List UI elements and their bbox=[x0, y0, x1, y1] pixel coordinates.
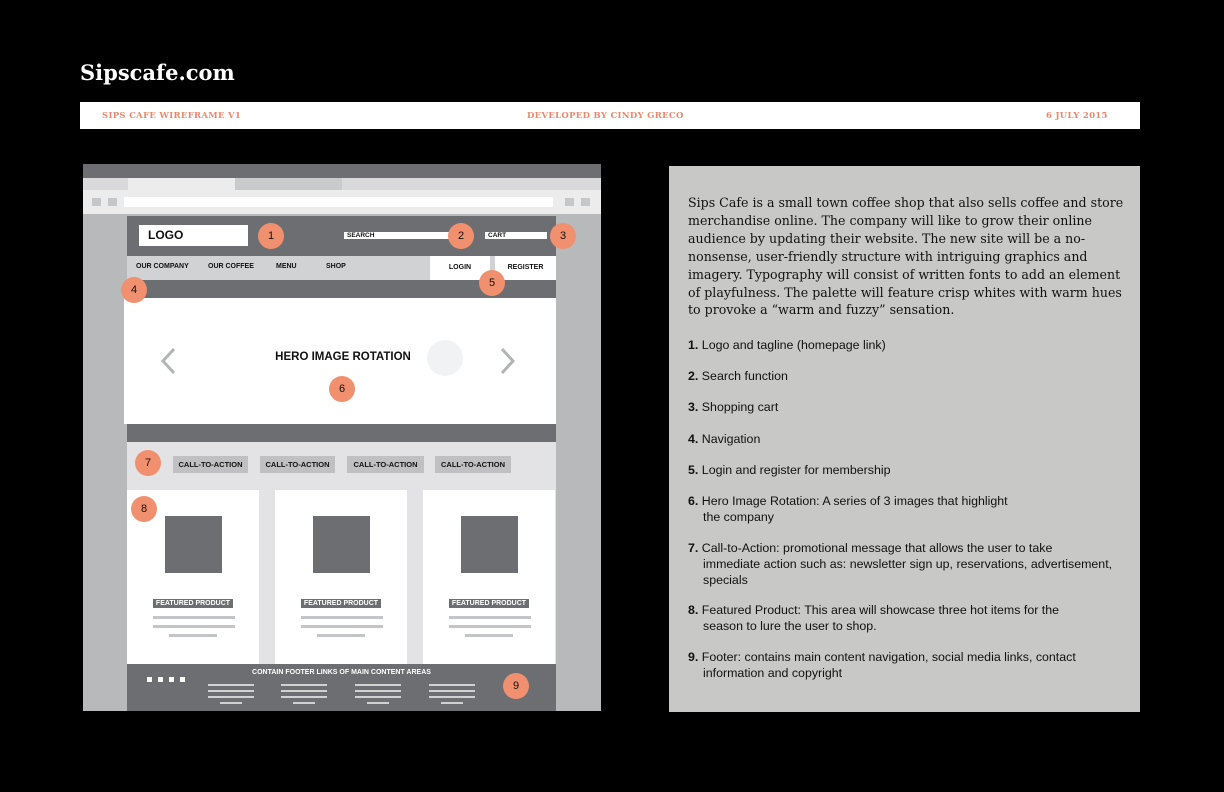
marker-9: 9 bbox=[503, 673, 529, 699]
register-button-mock: REGISTER bbox=[495, 256, 556, 280]
marker-2: 2 bbox=[448, 223, 474, 249]
marker-6: 6 bbox=[329, 376, 355, 402]
wireframe-mockup bbox=[83, 164, 601, 711]
project-description: Sips Cafe is a small town coffee shop that also sells coffee and store merchandise online. The company will like to grow their online audience by updating their website. The new site will be a no-nonsense, user-friendly structure with intriguing graphics and imagery. Typography will consist of written fonts to add an element of playfulness. The palette will feature crisp whites with warm hues to provoke a “warm and fuzzy” sensation. bbox=[688, 195, 1124, 318]
product-image bbox=[313, 516, 370, 573]
legend-item: 1. Logo and tagline (homepage link) bbox=[688, 338, 886, 352]
text-line bbox=[153, 616, 235, 619]
marker-3: 3 bbox=[550, 223, 576, 249]
nav-item-our-company: OUR COMPANY bbox=[136, 263, 189, 270]
marker-7: 7 bbox=[135, 450, 161, 476]
text-line bbox=[449, 625, 531, 628]
cta-mock-2: CALL-TO-ACTION bbox=[260, 456, 335, 473]
footer-link-group bbox=[429, 684, 475, 704]
text-line bbox=[465, 634, 513, 637]
social-icon bbox=[158, 677, 163, 682]
text-line bbox=[449, 616, 531, 619]
footer-link-group bbox=[355, 684, 401, 704]
legend-item: 7. Call-to-Action: promotional message that allows the user to take immediate action such as: newsletter sign up, reservations, advertisement, specials bbox=[688, 541, 1113, 587]
product-image bbox=[461, 516, 518, 573]
text-line bbox=[153, 625, 235, 628]
strip-date: 6 JULY 2015 bbox=[1046, 111, 1108, 121]
nav-item-shop: SHOP bbox=[326, 263, 346, 270]
login-button-mock: LOGIN bbox=[430, 256, 490, 280]
legend-item: 6. Hero Image Rotation: A series of 3 images that highlight the company bbox=[688, 494, 1008, 524]
cta-mock-4: CALL-TO-ACTION bbox=[435, 456, 511, 473]
cta-mock-1: CALL-TO-ACTION bbox=[173, 456, 248, 473]
site-title: Sipscafe.com bbox=[80, 60, 235, 85]
product-image bbox=[165, 516, 222, 573]
featured-label: FEATURED PRODUCT bbox=[153, 599, 233, 608]
logo-box: LOGO bbox=[139, 225, 248, 246]
featured-label: FEATURED PRODUCT bbox=[449, 599, 529, 608]
hero-label: HERO IMAGE ROTATION bbox=[275, 351, 411, 363]
cta-mock-3: CALL-TO-ACTION bbox=[347, 456, 424, 473]
text-line bbox=[169, 634, 217, 637]
legend-item: 4. Navigation bbox=[688, 432, 761, 446]
nav-item-menu: MENU bbox=[276, 263, 297, 270]
browser-action-icon bbox=[565, 198, 574, 206]
footer-link-group bbox=[208, 684, 254, 704]
browser-tab bbox=[235, 178, 342, 190]
chevron-right-icon bbox=[499, 347, 517, 375]
legend-item: 3. Shopping cart bbox=[688, 400, 779, 414]
legend-item: 8. Featured Product: This area will showcase three hot items for the season to lure the user to shop. bbox=[688, 603, 1060, 633]
marker-8: 8 bbox=[131, 496, 157, 522]
social-icon bbox=[180, 677, 185, 682]
browser-tab-active bbox=[128, 178, 235, 190]
legend-item: 9. Footer: contains main content navigation, social media links, contact information and copyright bbox=[688, 650, 1076, 680]
address-bar bbox=[124, 197, 553, 207]
marker-4: 4 bbox=[121, 277, 147, 303]
footer-label: CONTAIN FOOTER LINKS OF MAIN CONTENT AREAS bbox=[252, 669, 431, 676]
featured-card bbox=[423, 490, 555, 664]
marker-5: 5 bbox=[479, 270, 505, 296]
legend-item: 5. Login and register for membership bbox=[688, 463, 891, 477]
social-icon bbox=[169, 677, 174, 682]
text-line bbox=[301, 625, 383, 628]
search-box: SEARCH bbox=[344, 232, 452, 239]
hero-bottom-bar bbox=[127, 424, 556, 442]
text-line bbox=[301, 616, 383, 619]
strip-project-name: SIPS CAFE WIREFRAME V1 bbox=[102, 111, 242, 121]
browser-back-icon bbox=[92, 198, 101, 206]
chevron-left-icon bbox=[159, 347, 177, 375]
social-icon bbox=[147, 677, 152, 682]
featured-label: FEATURED PRODUCT bbox=[301, 599, 381, 608]
description-panel bbox=[669, 166, 1140, 712]
footer-link-group bbox=[281, 684, 327, 704]
browser-menu-icon bbox=[581, 198, 590, 206]
cart-box: CART bbox=[485, 232, 547, 239]
marker-1: 1 bbox=[258, 223, 284, 249]
strip-developer: DEVELOPED BY CINDY GRECO bbox=[527, 111, 684, 121]
featured-card bbox=[275, 490, 407, 664]
header-strip bbox=[80, 102, 1140, 129]
text-line bbox=[317, 634, 365, 637]
nav-item-our-coffee: OUR COFFEE bbox=[208, 263, 254, 270]
legend-item: 2. Search function bbox=[688, 369, 788, 383]
hero-indicator-dot bbox=[427, 340, 463, 376]
browser-forward-icon bbox=[108, 198, 117, 206]
browser-titlebar bbox=[83, 164, 601, 178]
